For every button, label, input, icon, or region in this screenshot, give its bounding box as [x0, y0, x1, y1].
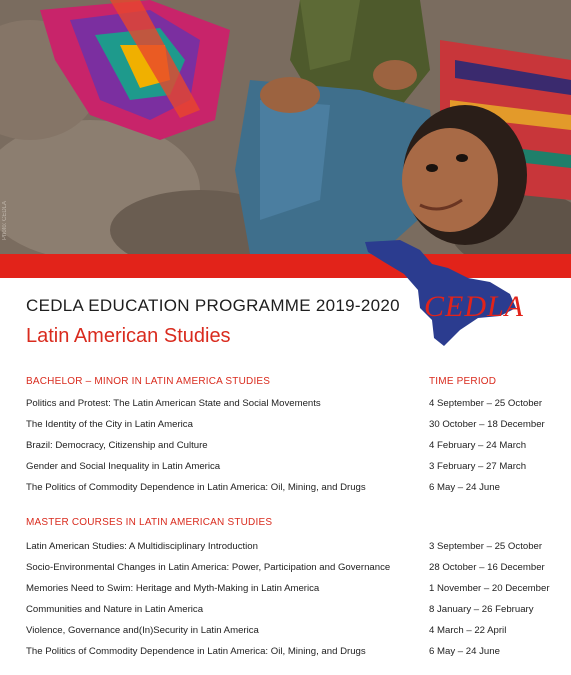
page-subtitle: Latin American Studies — [26, 325, 231, 347]
hero-photo — [0, 0, 571, 254]
course-title: Gender and Social Inequality in Latin America — [26, 461, 221, 472]
bachelor-course-list — [26, 398, 426, 503]
course-period: 6 May – 24 June — [429, 482, 500, 493]
master-course-list — [26, 541, 426, 667]
cedla-logo-text: CEDLA — [424, 290, 525, 323]
course-period: 28 October – 16 December — [429, 562, 545, 573]
photo-child-icon — [0, 0, 571, 254]
course-period: 1 November – 20 December — [429, 583, 550, 594]
course-period: 4 February – 24 March — [429, 440, 527, 451]
bachelor-heading: BACHELOR – MINOR IN LATIN AMERICA STUDIES — [26, 376, 271, 387]
course-title: Communities and Nature in Latin America — [26, 604, 204, 615]
time-period-heading: TIME PERIOD — [429, 376, 497, 387]
master-period-list — [429, 541, 569, 667]
course-period: 6 May – 24 June — [429, 646, 500, 657]
course-period: 30 October – 18 December — [429, 419, 545, 430]
master-heading: MASTER COURSES IN LATIN AMERICAN STUDIES — [26, 517, 273, 528]
course-title: The Politics of Commodity Dependence in Latin America: Oil, Mining, and Drugs — [26, 646, 366, 657]
course-period: 3 February – 27 March — [429, 461, 527, 472]
course-period: 8 January – 26 February — [429, 604, 534, 615]
course-period: 3 September – 25 October — [429, 541, 543, 552]
course-title: The Politics of Commodity Dependence in Latin America: Oil, Mining, and Drugs — [26, 482, 366, 493]
page-title: CEDLA EDUCATION PROGRAMME 2019-2020 — [26, 296, 400, 315]
course-period: 4 March – 22 April — [429, 625, 507, 636]
course-title: Memories Need to Swim: Heritage and Myth-Making in Latin America — [26, 583, 320, 594]
photo-credit: Photo: CEDLA — [2, 200, 8, 240]
course-title: The Identity of the City in Latin America — [26, 419, 193, 430]
course-period: 4 September – 25 October — [429, 398, 543, 409]
course-title: Socio-Environmental Changes in Latin America: Power, Participation and Governance — [26, 562, 391, 573]
course-title: Violence, Governance and(In)Security in Latin America — [26, 625, 259, 636]
course-title: Latin American Studies: A Multidisciplinary Introduction — [26, 541, 258, 552]
bachelor-period-list — [429, 398, 569, 503]
course-title: Politics and Protest: The Latin American State and Social Movements — [26, 398, 321, 409]
course-title: Brazil: Democracy, Citizenship and Culture — [26, 440, 208, 451]
